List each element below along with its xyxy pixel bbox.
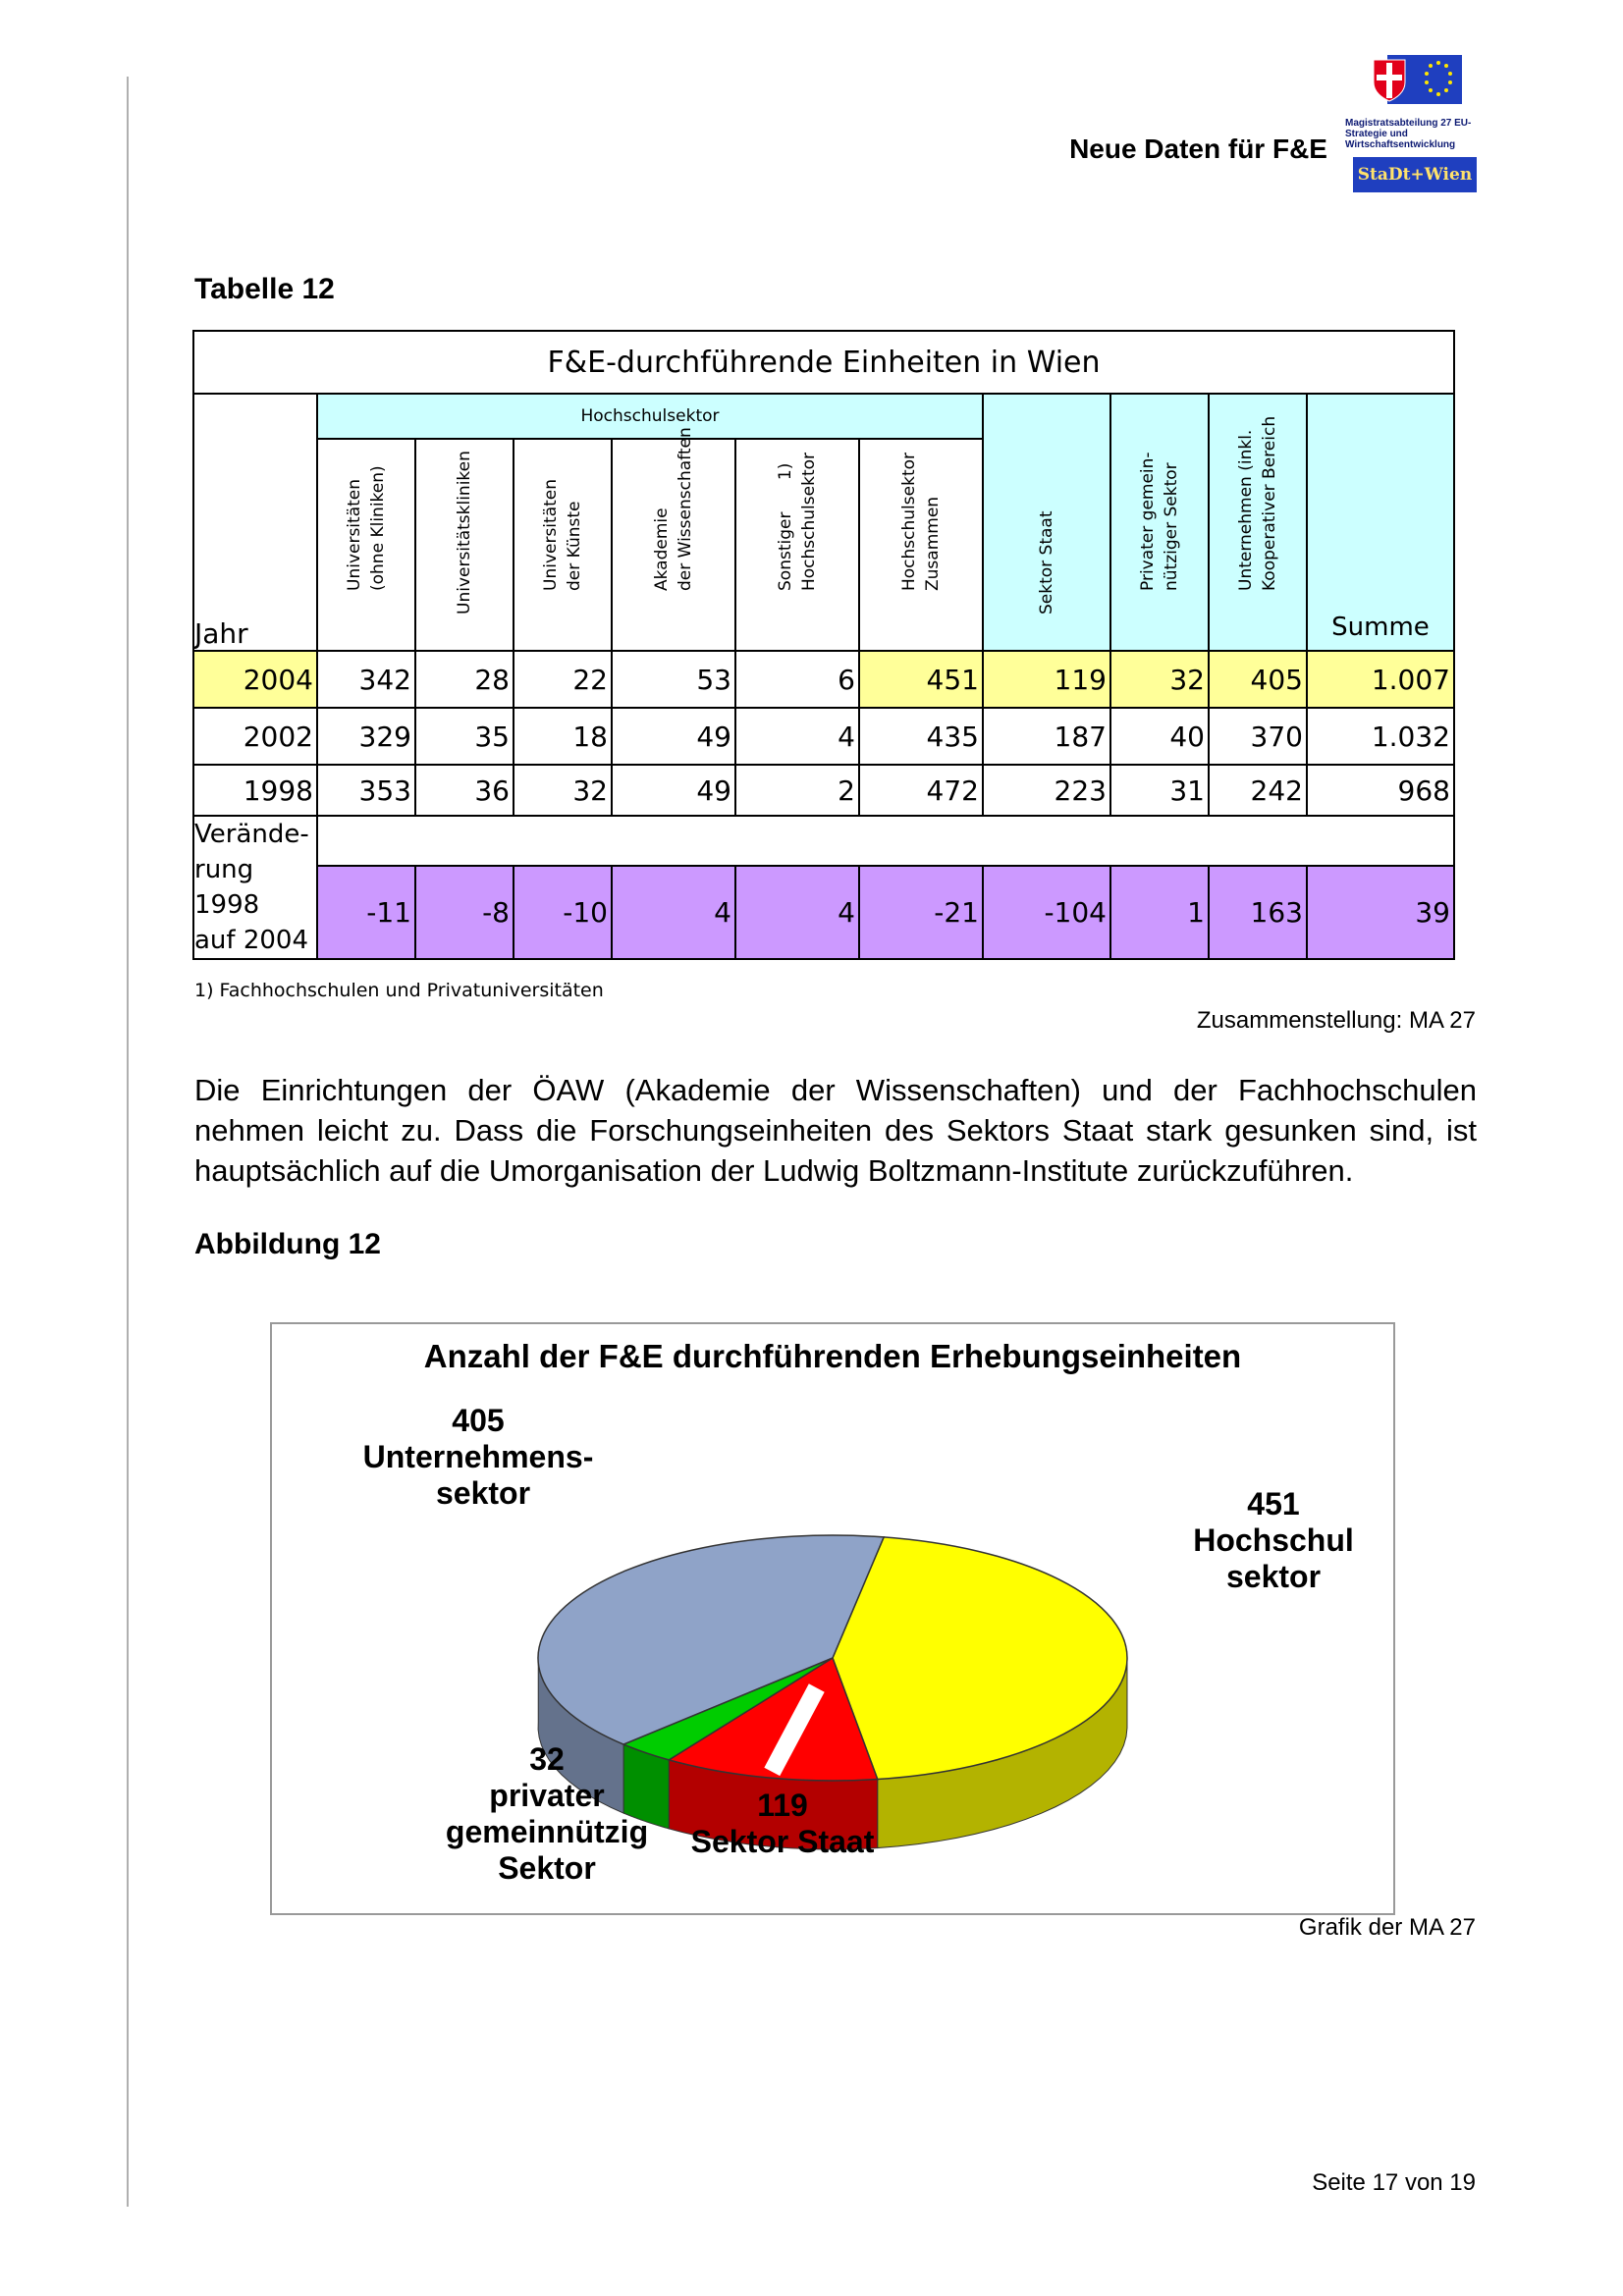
value-cell: 22 — [514, 651, 612, 708]
table-caption: Tabelle 12 — [194, 273, 335, 305]
col-header-kuenste: Universitäten der Künste — [514, 439, 612, 651]
value-cell: 342 — [317, 651, 415, 708]
change-cell: 4 — [735, 866, 859, 959]
col-header-hochschul-zusammen: Hochschulsektor Zusammen — [859, 439, 983, 651]
value-cell: 119 — [983, 651, 1110, 708]
year-cell: 1998 — [193, 765, 317, 816]
rd-units-table — [192, 330, 1455, 960]
value-cell: 6 — [735, 651, 859, 708]
col-header-summe: Summe — [1307, 394, 1454, 651]
value-cell: 405 — [1209, 651, 1307, 708]
figure-source: Grafik der MA 27 — [1298, 1914, 1476, 1941]
value-cell: 2 — [735, 765, 859, 816]
value-cell: 18 — [514, 708, 612, 765]
chart-title: Anzahl der F&E durchführenden Erhebungseinheiten — [423, 1338, 1242, 1374]
change-cell: -11 — [317, 866, 415, 959]
pie-chart-figure — [270, 1322, 1395, 1915]
page-header-title: Neue Daten für F&E — [1069, 133, 1327, 164]
change-cell: -104 — [983, 866, 1110, 959]
change-cell: 39 — [1307, 866, 1454, 959]
col-header-sonstiger: Sonstiger 1) Hochschulsektor — [735, 439, 859, 651]
logo-department-text: Magistratsabteilung 27 EU-Strategie und Wirtschaftsentwicklung — [1345, 118, 1472, 150]
value-cell: 353 — [317, 765, 415, 816]
table-row — [193, 866, 1454, 959]
value-cell: 35 — [415, 708, 514, 765]
year-cell: 2002 — [193, 708, 317, 765]
value-cell: 31 — [1110, 765, 1209, 816]
value-cell: 1.032 — [1307, 708, 1454, 765]
col-header-year: Jahr — [193, 394, 317, 651]
col-header-sektor-staat: Sektor Staat — [983, 394, 1110, 651]
value-cell: 4 — [735, 708, 859, 765]
change-cell: -8 — [415, 866, 514, 959]
value-cell: 451 — [859, 651, 983, 708]
year-cell: 2004 — [193, 651, 317, 708]
value-cell: 40 — [1110, 708, 1209, 765]
value-cell: 472 — [859, 765, 983, 816]
col-header-akademie: Akademie der Wissenschaften — [612, 439, 735, 651]
slice-label-staat: 119 Sektor Staat — [690, 1788, 875, 1859]
page-number: Seite 17 von 19 — [1312, 2169, 1476, 2196]
value-cell: 28 — [415, 651, 514, 708]
stadt-wien-logo: StaDt+Wien — [1353, 157, 1477, 192]
value-cell: 242 — [1209, 765, 1307, 816]
change-cell: 1 — [1110, 866, 1209, 959]
table-source: Zusammenstellung: MA 27 — [1196, 1007, 1476, 1034]
change-cell: -10 — [514, 866, 612, 959]
value-cell: 968 — [1307, 765, 1454, 816]
value-cell: 329 — [317, 708, 415, 765]
figure-caption: Abbildung 12 — [194, 1228, 381, 1260]
page-margin-line — [127, 77, 129, 2207]
change-cell: 163 — [1209, 866, 1307, 959]
value-cell: 32 — [514, 765, 612, 816]
change-cell: 4 — [612, 866, 735, 959]
table-title: F&E-durchführende Einheiten in Wien — [193, 331, 1454, 394]
value-cell: 370 — [1209, 708, 1307, 765]
col-header-universitaeten: Universitäten (ohne Kliniken) — [317, 439, 415, 651]
col-header-universitaetskliniken: Universitätskliniken — [415, 439, 514, 651]
col-header-unternehmen: Unternehmen (inkl. Kooperativer Bereich — [1209, 394, 1307, 651]
value-cell: 435 — [859, 708, 983, 765]
slice-label-hochschul: 451 Hochschul sektor — [1193, 1486, 1354, 1594]
value-cell: 49 — [612, 708, 735, 765]
change-row-label: Verände- rung 1998 auf 2004 — [193, 816, 317, 959]
value-cell: 1.007 — [1307, 651, 1454, 708]
slice-label-unternehmen: 405 Unternehmens- sektor — [362, 1403, 594, 1511]
value-cell: 49 — [612, 765, 735, 816]
ma27-logo — [1345, 55, 1485, 198]
change-cell: -21 — [859, 866, 983, 959]
value-cell: 187 — [983, 708, 1110, 765]
table-row — [193, 765, 1454, 816]
value-cell: 53 — [612, 651, 735, 708]
vienna-shield-icon — [1373, 59, 1406, 102]
value-cell: 32 — [1110, 651, 1209, 708]
value-cell: 223 — [983, 765, 1110, 816]
value-cell: 36 — [415, 765, 514, 816]
table-footnote: 1) Fachhochschulen und Privatuniversitäten — [194, 980, 604, 1001]
table-row — [193, 651, 1454, 708]
body-paragraph: Die Einrichtungen der ÖAW (Akademie der Wissenschaften) und der Fachhochschulen nehmen leicht zu. Dass die Forschungseinheiten des Sektors Staat stark gesunken sind, ist hauptsächlich auf die Umorganisation der Ludwig Boltzmann-Institute zurückzuführen. — [194, 1073, 1477, 1188]
col-group-hochschulsektor: Hochschulsektor — [317, 394, 983, 439]
slice-label-privat: 32 privater gemeinnützig Sektor — [445, 1741, 649, 1886]
col-header-privat: Privater gemein- nütziger Sektor — [1110, 394, 1209, 651]
table-row — [193, 708, 1454, 765]
